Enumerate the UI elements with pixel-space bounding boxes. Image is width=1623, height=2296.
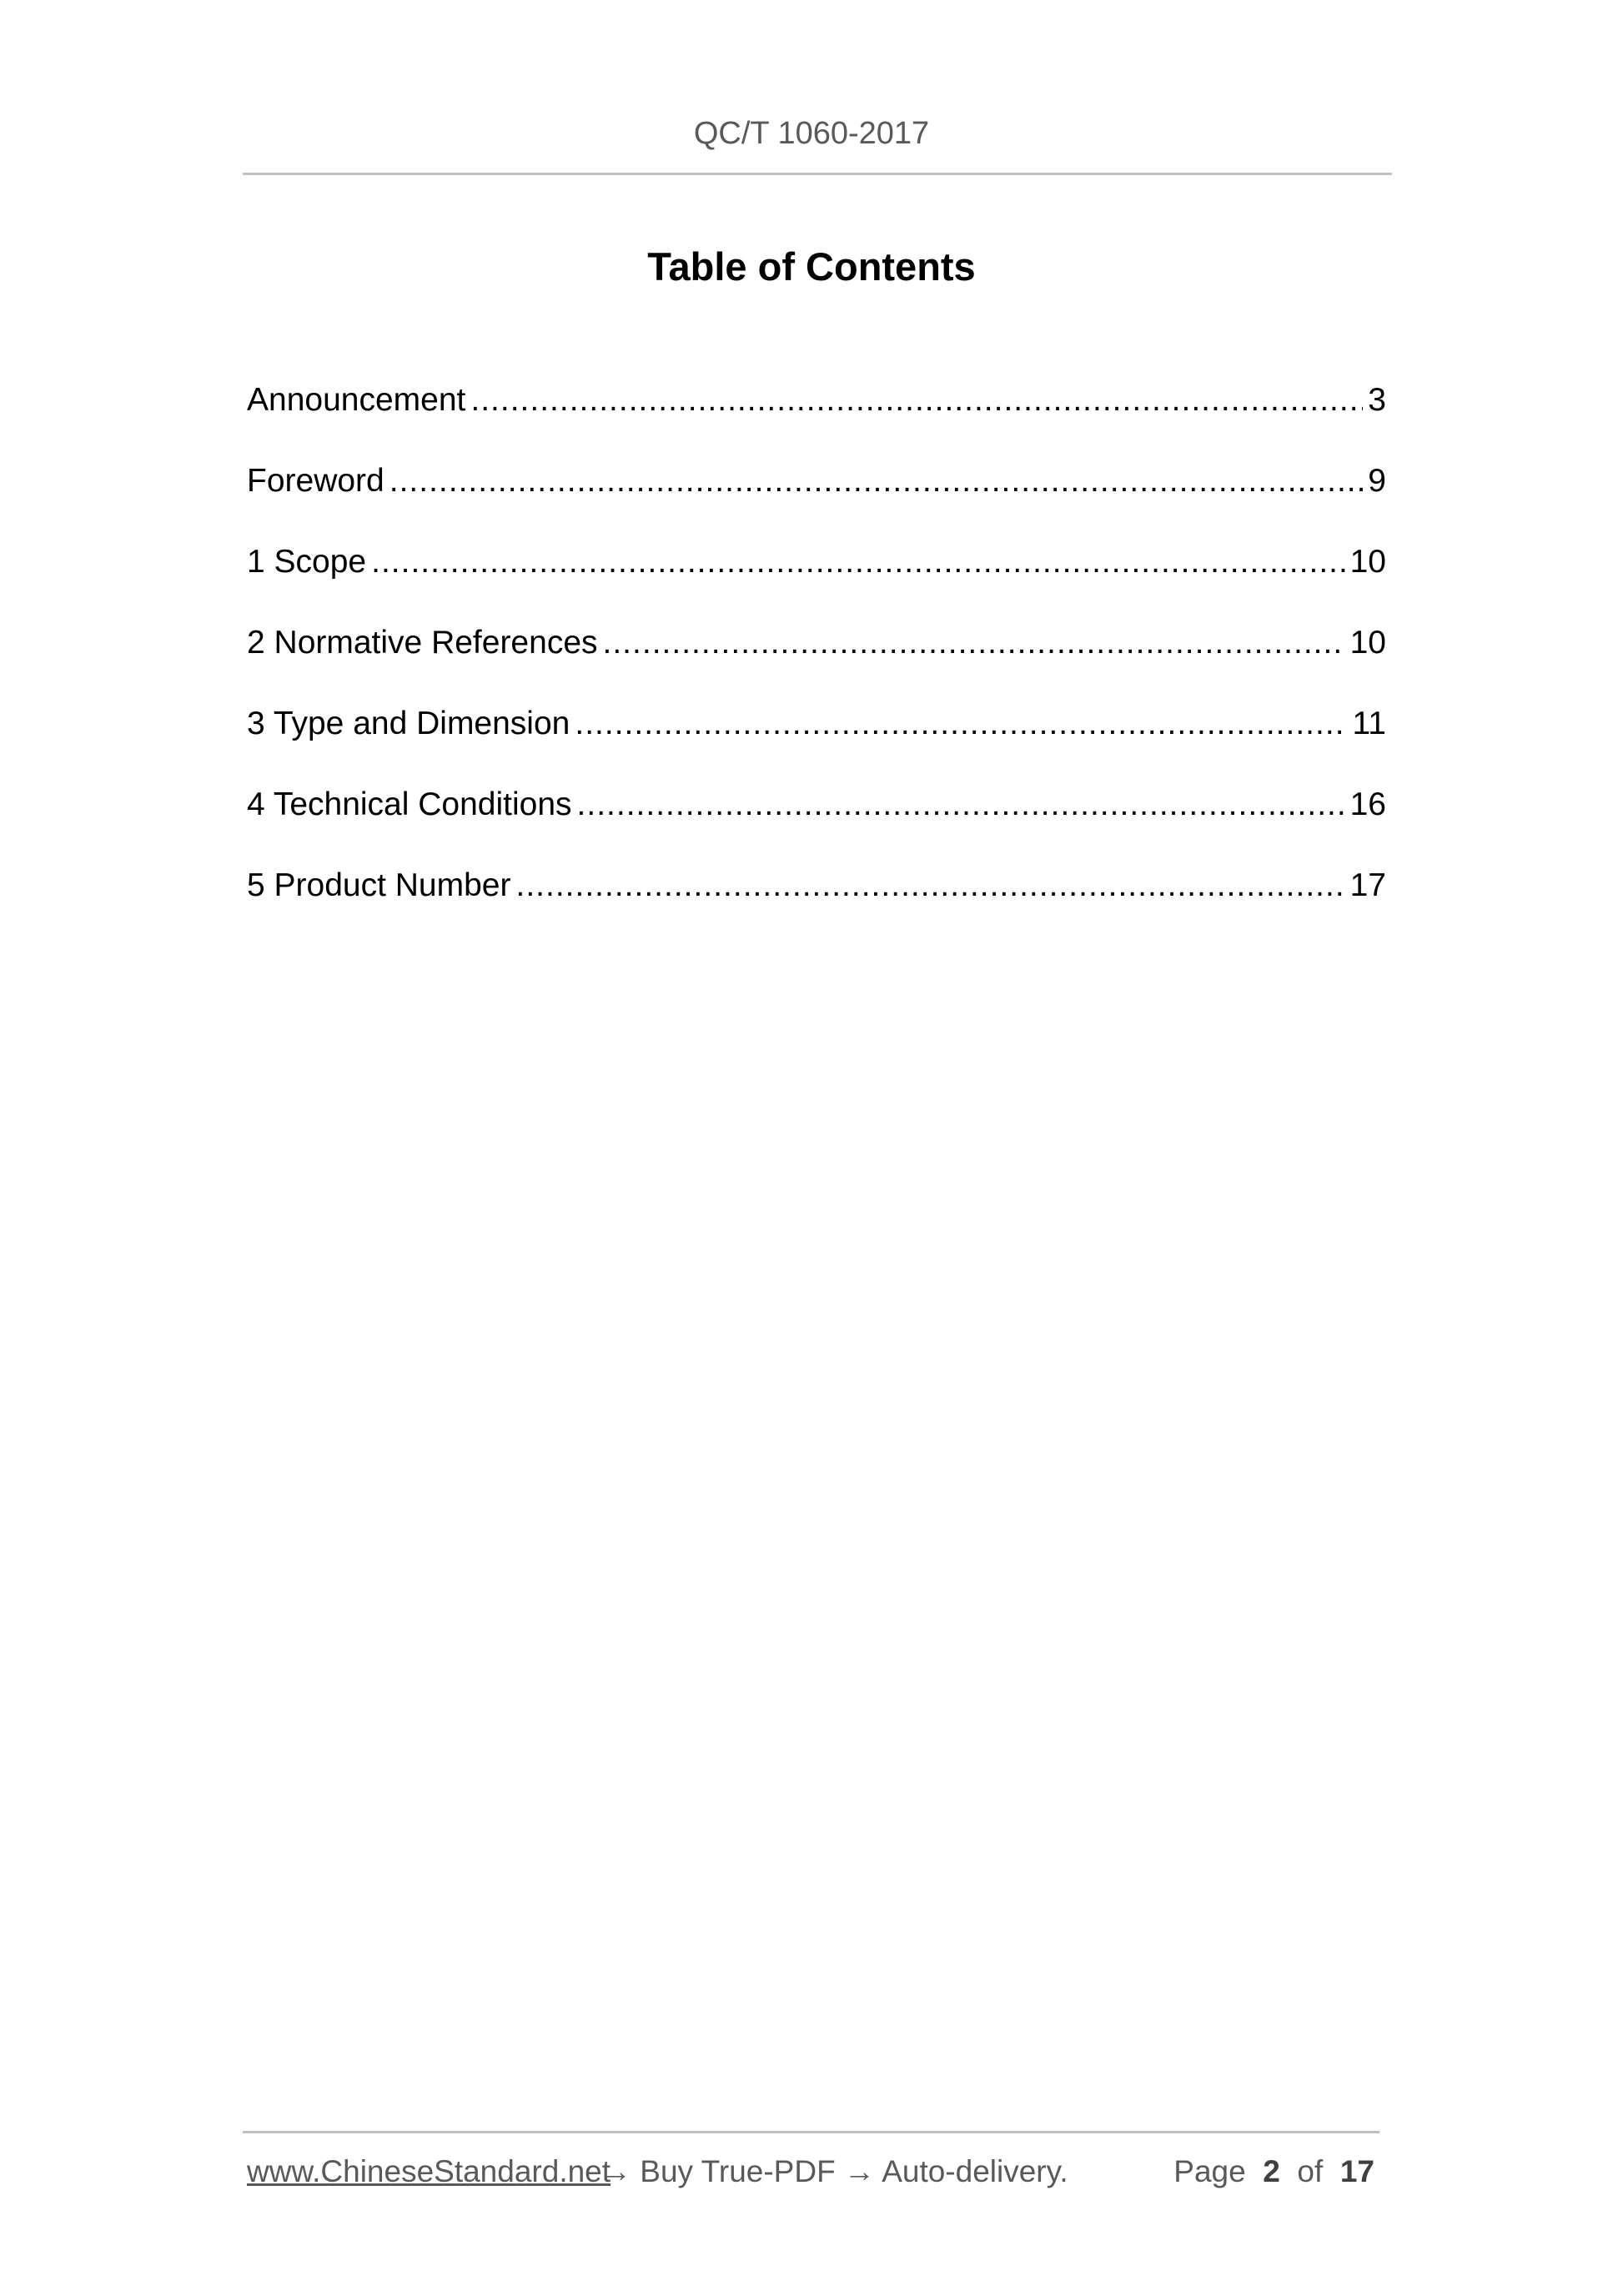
toc-entry-page: 16 (1349, 786, 1386, 822)
table-of-contents (247, 379, 1386, 946)
toc-dot-leader (575, 703, 1347, 745)
page-indicator (1173, 2151, 1374, 2193)
website-link[interactable]: www.ChineseStandard.net (247, 2154, 611, 2188)
toc-title: Table of Contents (647, 244, 976, 289)
page-total: 17 (1339, 2154, 1374, 2188)
footer-divider (243, 2131, 1379, 2133)
toc-entry-label: 3 Type and Dimension (247, 706, 570, 741)
toc-entry-type-and-dimension[interactable] (247, 703, 1386, 784)
toc-entry-page: 10 (1349, 625, 1386, 661)
toc-entry-page: 17 (1349, 867, 1386, 903)
toc-dot-leader (577, 784, 1345, 826)
toc-entry-product-number[interactable] (247, 865, 1386, 946)
footer-tagline: → Buy True-PDF → Auto-delivery. (600, 2154, 1068, 2188)
toc-dot-leader (515, 865, 1344, 907)
running-header: QC/T 1060-2017 (693, 116, 930, 151)
header-divider (243, 173, 1392, 175)
toc-entry-label: Foreword (247, 463, 384, 499)
page-footer (247, 2151, 1379, 2193)
toc-entry-technical-conditions[interactable] (247, 784, 1386, 865)
page-current: 2 (1263, 2154, 1280, 2188)
toc-entry-page: 10 (1349, 544, 1386, 580)
toc-entry-page: 11 (1352, 706, 1386, 741)
toc-entry-label: 2 Normative References (247, 625, 598, 661)
toc-dot-leader (371, 541, 1345, 583)
toc-entry-scope[interactable] (247, 541, 1386, 622)
toc-entry-label: 5 Product Number (247, 867, 511, 903)
toc-dot-leader (389, 460, 1364, 502)
toc-entry-foreword[interactable] (247, 460, 1386, 541)
of-word: of (1297, 2154, 1324, 2188)
toc-entry-page: 9 (1368, 463, 1386, 499)
toc-entry-normative-references[interactable] (247, 622, 1386, 703)
toc-dot-leader (470, 379, 1363, 421)
toc-entry-label: 1 Scope (247, 544, 367, 580)
toc-entry-page: 3 (1368, 382, 1386, 418)
page-word: Page (1173, 2154, 1246, 2188)
toc-entry-announcement[interactable] (247, 379, 1386, 460)
toc-dot-leader (603, 622, 1345, 664)
toc-entry-label: Announcement (247, 382, 466, 418)
toc-entry-label: 4 Technical Conditions (247, 786, 572, 822)
